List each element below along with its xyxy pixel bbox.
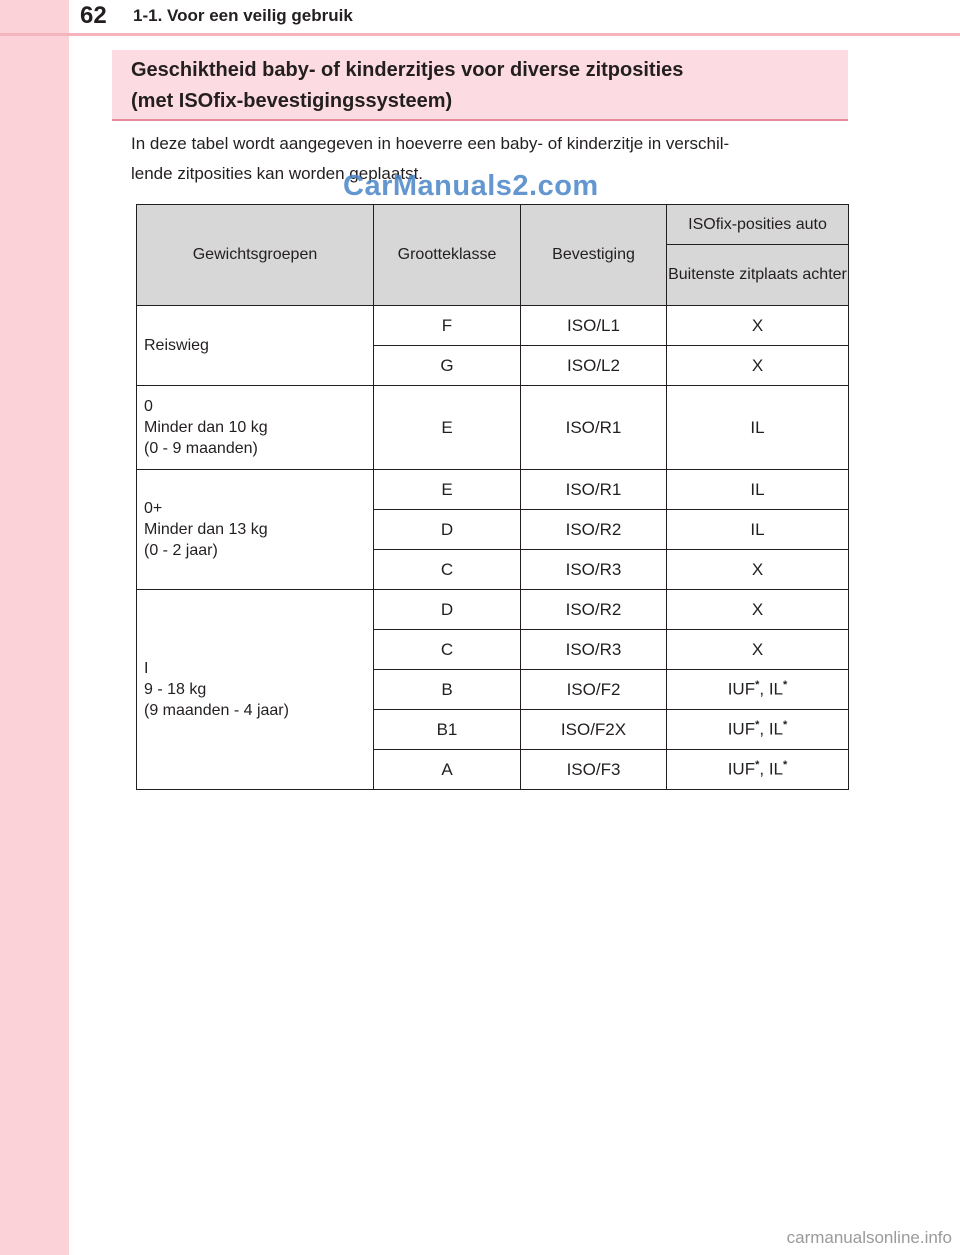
section-heading-line2: (met ISOfix-bevestigingssysteem) <box>131 90 453 112</box>
footnote-marker: * <box>755 719 760 732</box>
header-fixture: Bevestiging <box>521 205 667 306</box>
weight-group-line: I <box>144 660 149 677</box>
outer-rear-seat-cell: IUF*, IL* <box>667 750 849 790</box>
fixture-cell: ISO/F2 <box>521 670 667 710</box>
weight-group-line: 9 - 18 kg <box>144 681 207 698</box>
fixture-cell: ISO/L2 <box>521 346 667 386</box>
fixture-cell: ISO/F3 <box>521 750 667 790</box>
footnote-marker: * <box>783 719 788 732</box>
outer-rear-seat-cell: X <box>667 630 849 670</box>
outer-rear-seat-cell: X <box>667 346 849 386</box>
weight-group-line: (0 - 9 maanden) <box>144 440 258 457</box>
outer-rear-seat-cell: X <box>667 306 849 346</box>
footnote-marker: * <box>783 759 788 772</box>
fixture-cell: ISO/R2 <box>521 590 667 630</box>
weight-group-line: 0+ <box>144 500 163 517</box>
outer-rear-seat-cell: IL <box>667 470 849 510</box>
size-class-cell: B <box>374 670 521 710</box>
weight-group-line: Minder dan 13 kg <box>144 521 268 538</box>
outer-rear-seat-cell: IL <box>667 510 849 550</box>
header-weight-group: Gewichtsgroepen <box>137 205 374 306</box>
weight-group-cell <box>137 590 374 790</box>
page-header <box>0 0 960 40</box>
outer-rear-seat-cell: IL <box>667 386 849 470</box>
weight-group-line: Minder dan 10 kg <box>144 419 268 436</box>
footnote-marker: * <box>783 679 788 692</box>
table-row <box>137 386 849 470</box>
header-rule <box>0 33 960 36</box>
page-number: 62 <box>80 2 107 29</box>
table-row <box>137 470 849 510</box>
size-class-cell: C <box>374 630 521 670</box>
size-class-cell: E <box>374 470 521 510</box>
fixture-cell: ISO/R1 <box>521 386 667 470</box>
watermark-logo: CarManuals2.com <box>343 170 599 202</box>
header-size-class: Grootteklasse <box>374 205 521 306</box>
intro-text-line2: lende zitposities kan worden geplaatst. <box>131 164 424 183</box>
footnote-marker: * <box>755 759 760 772</box>
outer-rear-seat-cell: IUF*, IL* <box>667 710 849 750</box>
size-class-cell: G <box>374 346 521 386</box>
fixture-cell: ISO/R1 <box>521 470 667 510</box>
footer-watermark: carmanualsonline.info <box>786 1228 952 1247</box>
intro-text-line1: In deze tabel wordt aangegeven in hoeverre een baby- of kinderzitje in verschil- <box>131 134 730 153</box>
outer-rear-seat-cell: X <box>667 590 849 630</box>
size-class-cell: A <box>374 750 521 790</box>
fixture-cell: ISO/L1 <box>521 306 667 346</box>
weight-group-line: (9 maanden - 4 jaar) <box>144 702 289 719</box>
page-sidebar-strip <box>0 0 69 1255</box>
size-class-cell: E <box>374 386 521 470</box>
isofix-table <box>136 204 849 790</box>
fixture-cell: ISO/R2 <box>521 510 667 550</box>
weight-group-line: (0 - 2 jaar) <box>144 542 218 559</box>
fixture-cell: ISO/R3 <box>521 630 667 670</box>
size-class-cell: D <box>374 590 521 630</box>
outer-rear-seat-cell: X <box>667 550 849 590</box>
weight-group-line: Reiswieg <box>144 337 209 354</box>
chapter-title: 1-1. Voor een veilig gebruik <box>133 6 353 25</box>
footnote-marker: * <box>755 679 760 692</box>
fixture-cell: ISO/R3 <box>521 550 667 590</box>
header-outer-rear-seat: Buitenste zitplaats achter <box>667 245 849 306</box>
size-class-cell: D <box>374 510 521 550</box>
section-heading <box>112 50 848 121</box>
fixture-cell: ISO/F2X <box>521 710 667 750</box>
table-row <box>137 306 849 346</box>
size-class-cell: F <box>374 306 521 346</box>
header-isofix-positions: ISOfix-posities auto <box>667 205 849 245</box>
size-class-cell: B1 <box>374 710 521 750</box>
weight-group-cell <box>137 386 374 470</box>
outer-rear-seat-cell: IUF*, IL* <box>667 670 849 710</box>
weight-group-cell <box>137 470 374 590</box>
section-heading-line1: Geschiktheid baby- of kinderzitjes voor diverse zitposities <box>131 59 684 81</box>
table-row <box>137 590 849 630</box>
weight-group-cell <box>137 306 374 386</box>
size-class-cell: C <box>374 550 521 590</box>
weight-group-line: 0 <box>144 398 153 415</box>
